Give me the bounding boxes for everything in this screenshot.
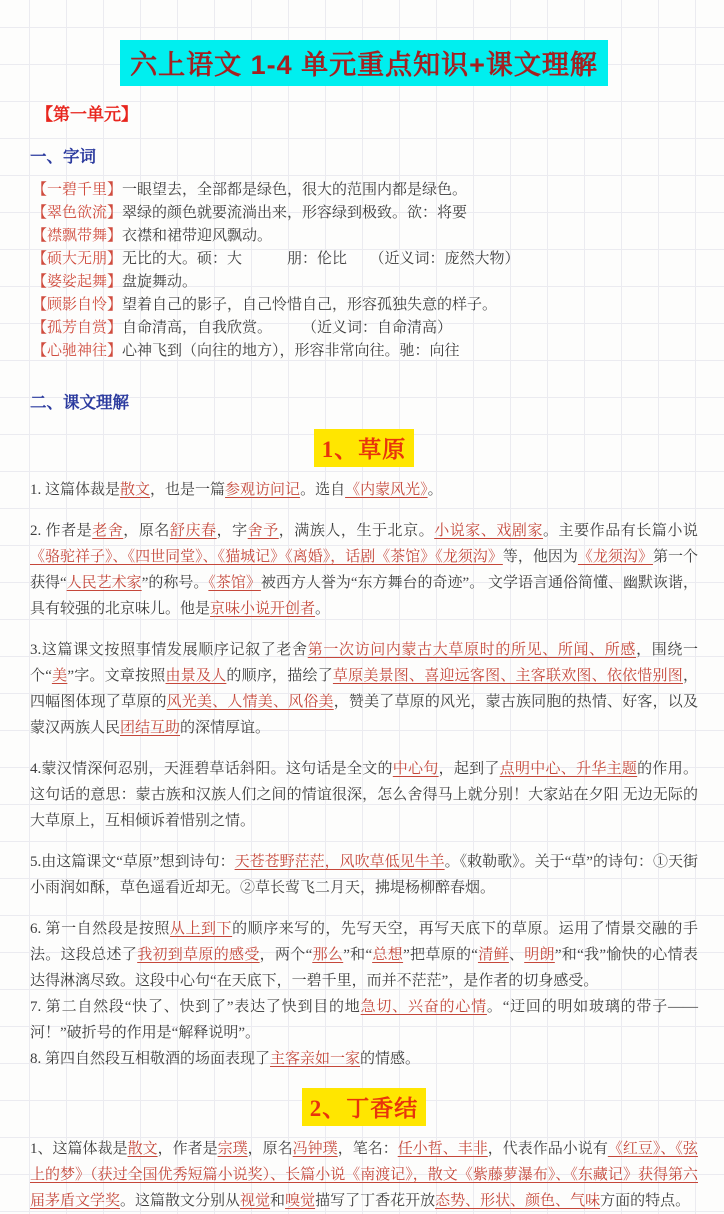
body-text: ”字。文章按照 [67, 668, 166, 684]
body-text: ，代表作品小说有 [487, 1141, 608, 1157]
vocab-definition: 衣襟和裙带迎风飘动。 [122, 228, 273, 244]
key-term: 京味小说开创者 [210, 601, 316, 617]
body-text: 4.蒙汉情深何忍别，天涯碧草话斜阳。这句话是全文的 [30, 761, 393, 777]
vocab-definition: 翠绿的颜色就要流淌出来，形容绿到极致。欲：将要 [122, 205, 468, 221]
vocab-term: 【顾影自怜】 [32, 297, 123, 313]
vocab-definition: 无比的大。硕：大 朋：伦比 （近义词：庞然大物） [122, 251, 520, 267]
paragraph [30, 849, 698, 901]
vocab-item [32, 225, 698, 248]
body-text: 、 [508, 947, 525, 963]
vocab-term: 【心驰神往】 [32, 343, 123, 359]
key-term: 舒庆春 [169, 523, 217, 539]
vocab-definition: 一眼望去，全部都是绿色，很大的范围内都是绿色。 [122, 182, 468, 198]
vocab-item [32, 202, 698, 225]
body-text: ，原名 [247, 1141, 293, 1157]
vocab-term: 【一碧千里】 [32, 182, 123, 198]
key-term: 老舍 [92, 523, 124, 539]
body-text: 6. 第一自然段是按照 [30, 921, 170, 937]
key-term: 主客亲如一家 [270, 1051, 361, 1067]
body-text: ”和“我”愉快的心情表达得淋漓尽致。这段中心句“在天底下，一碧千里，而并不茫茫”，是作者的切身感受。 [30, 947, 698, 989]
body-text: ”的称号。 [141, 575, 209, 591]
key-term: 那么 [312, 947, 344, 963]
vocab-definition: 心神飞到（向往的地方），形容非常向往。驰：向往 [122, 343, 460, 359]
vocab-definition: 盘旋舞动。 [122, 274, 198, 290]
key-term: 《红豆》、《弦上的梦》（获过全国优秀短篇小说奖）、长篇小说《南渡记》，散文《紫藤萝瀑布》、《东藏记》获得第六届茅盾文学奖 [30, 1141, 698, 1209]
body-text: ”和“ [343, 947, 373, 963]
body-text: 的顺序来写的，先写天空，再写天底下的草原。运用了情景交融的手法。这段总述了 [30, 921, 698, 963]
body-text: 2. 作者是 [30, 523, 93, 539]
body-text: ，也是一篇 [150, 482, 226, 498]
body-text: 1、这篇体裁是 [30, 1141, 128, 1157]
body-text: 的情感。 [360, 1051, 421, 1067]
vocab-term: 【硕大无朋】 [32, 251, 123, 267]
key-term: 《茶馆》 [208, 575, 261, 591]
body-text: 被西方人誉为“东方舞台的奇迹”。 文学语言通俗简懂、幽默诙谐，具有较强的北京味儿。他是 [30, 575, 698, 617]
body-text: 的顺序，描绘了 [226, 668, 333, 684]
vocab-term: 【孤芳自赏】 [32, 320, 123, 336]
key-term: 嗅觉 [285, 1193, 316, 1209]
key-term: 清鲜 [477, 947, 509, 963]
body-text: 。“迂回的明如玻璃的带子——河！”破折号的作用是“解释说明”。 [30, 999, 698, 1041]
lesson2-paragraphs [30, 1136, 698, 1214]
body-text: ，原名 [123, 523, 170, 539]
key-term: 天苍苍野茫茫，风吹草低见牛羊 [234, 854, 445, 870]
vocab-list [32, 179, 698, 363]
section-heading-kewen: 二、课文理解 [30, 394, 129, 412]
paragraph [30, 477, 698, 503]
body-text: ”把草原的“ [403, 947, 478, 963]
key-term: 第一次访问内蒙古大草原时的所见、所闻、所感 [307, 642, 637, 658]
paragraph [30, 1046, 698, 1072]
key-term: 舍予 [247, 523, 279, 539]
body-text: 1. 这篇体裁是 [30, 482, 121, 498]
body-text: 和 [270, 1193, 286, 1209]
lesson1-paragraphs [30, 477, 698, 1072]
vocab-term: 【翠色欲流】 [32, 205, 123, 221]
body-text: ，围绕一个“ [30, 642, 698, 684]
lesson1-heading: 1、草原 [314, 429, 415, 467]
body-text: ，满族人，生于北京。 [278, 523, 435, 539]
vocab-item [32, 179, 698, 202]
key-term: 任小哲、丰非 [397, 1141, 488, 1157]
body-text: ，笔名： [337, 1141, 398, 1157]
key-term: 草原美景图、喜迎远客图、主客联欢图、依依惜别图 [332, 668, 683, 684]
key-term: 散文 [120, 482, 151, 498]
body-text: 。《敕勒歌》。关于“草”的诗句：①天街小雨润如酥，草色遥看近却无。②草长莺飞二月天，拂堤杨柳醉春烟。 [30, 854, 698, 896]
body-text: ，赞美了草原的风光，蒙古族同胞的热情、好客，以及蒙汉两族人民 [30, 694, 698, 736]
page-title: 六上语文 1-4 单元重点知识+课文理解 [120, 40, 608, 86]
key-term: 团结互助 [120, 720, 181, 736]
key-term: 我初到草原的感受 [137, 947, 260, 963]
vocab-term: 【婆娑起舞】 [32, 274, 123, 290]
key-term: 风光美、人情美、风俗美 [166, 694, 334, 710]
key-term: 散文 [127, 1141, 158, 1157]
paragraph [30, 1136, 698, 1214]
lesson2-heading: 2、丁香结 [302, 1088, 427, 1126]
key-term: 美 [51, 668, 68, 684]
key-term: 点明中心、升华主题 [499, 761, 638, 777]
body-text: ，起到了 [438, 761, 500, 777]
body-text: 。 [427, 482, 443, 498]
title-row [30, 40, 698, 86]
vocab-item [32, 317, 698, 340]
body-text: 3.这篇课文按照事情发展顺序记叙了老舍 [30, 642, 308, 658]
paragraph [30, 518, 698, 622]
body-text: 描写了丁香花开放 [315, 1193, 436, 1209]
paragraph [30, 994, 698, 1046]
key-term: 小说家、戏剧家 [434, 523, 544, 539]
key-term: 参观访问记 [225, 482, 301, 498]
key-term: 《内蒙风光》 [345, 482, 428, 498]
key-term: 由景及人 [165, 668, 227, 684]
body-text: 等，他因为 [502, 549, 578, 565]
key-term: 总想 [372, 947, 404, 963]
paragraph [30, 756, 698, 834]
key-term: 人民艺术家 [66, 575, 142, 591]
body-text: 8. 第四自然段互相敬酒的场面表现了 [30, 1051, 271, 1067]
section-heading-zici: 一、字词 [30, 148, 96, 166]
key-term: 急切、兴奋的心情 [360, 999, 487, 1015]
body-text: 的作用。这句话的意思：蒙古族和汉族人们之间的情谊很深，怎么舍得马上就分别！大家站在夕阳 无边无际的大草原上，互相倾诉着惜别之情。 [30, 761, 698, 829]
vocab-definition: 望着自己的影子，自己怜惜自己，形容孤独失意的样子。 [122, 297, 498, 313]
paragraph [30, 637, 698, 741]
body-text: 第一个获得“ [30, 549, 698, 591]
key-term: 《骆驼祥子》、《四世同堂》、《猫城记》《离婚》，话剧《茶馆》《龙须沟》 [30, 549, 503, 565]
body-text: ，作者是 [157, 1141, 218, 1157]
key-term: 态势、形状、颜色、气味 [435, 1193, 601, 1209]
body-text: ，两个“ [259, 947, 313, 963]
vocab-item [32, 271, 698, 294]
body-text: 的深情厚谊。 [180, 720, 271, 736]
vocab-item [32, 294, 698, 317]
body-text: 5.由这篇课文“草原”想到诗句： [30, 854, 235, 870]
lesson2-heading-row [30, 1088, 698, 1126]
body-text: 7. 第二自然段“快了、快到了”表达了快到目的地 [30, 999, 361, 1015]
body-text: 。 [315, 601, 331, 617]
key-term: 宗璞 [217, 1141, 248, 1157]
vocab-item [32, 248, 698, 271]
lesson1-heading-row [30, 429, 698, 467]
body-text: ，四幅图体现了草原的 [30, 668, 698, 710]
key-term: 中心句 [392, 761, 439, 777]
vocab-definition: 自命清高，自我欣赏。 （近义词：自命清高） [122, 320, 453, 336]
body-text: 方面的特点。 [600, 1193, 691, 1209]
vocab-term: 【襟飘带舞】 [32, 228, 123, 244]
unit-header: 【第一单元】 [36, 105, 138, 124]
key-term: 冯钟璞 [292, 1141, 338, 1157]
body-text: 。这篇散文分别从 [120, 1193, 241, 1209]
key-term: 《龙须沟》 [577, 549, 653, 565]
body-text: 。选自 [300, 482, 346, 498]
vocab-item [32, 340, 698, 363]
key-term: 从上到下 [169, 921, 233, 937]
body-text: 。主要作品有长篇小说 [543, 523, 698, 539]
body-text: ，字 [216, 523, 248, 539]
paragraph [30, 916, 698, 994]
key-term: 明朗 [524, 947, 555, 963]
key-term: 视觉 [240, 1193, 271, 1209]
